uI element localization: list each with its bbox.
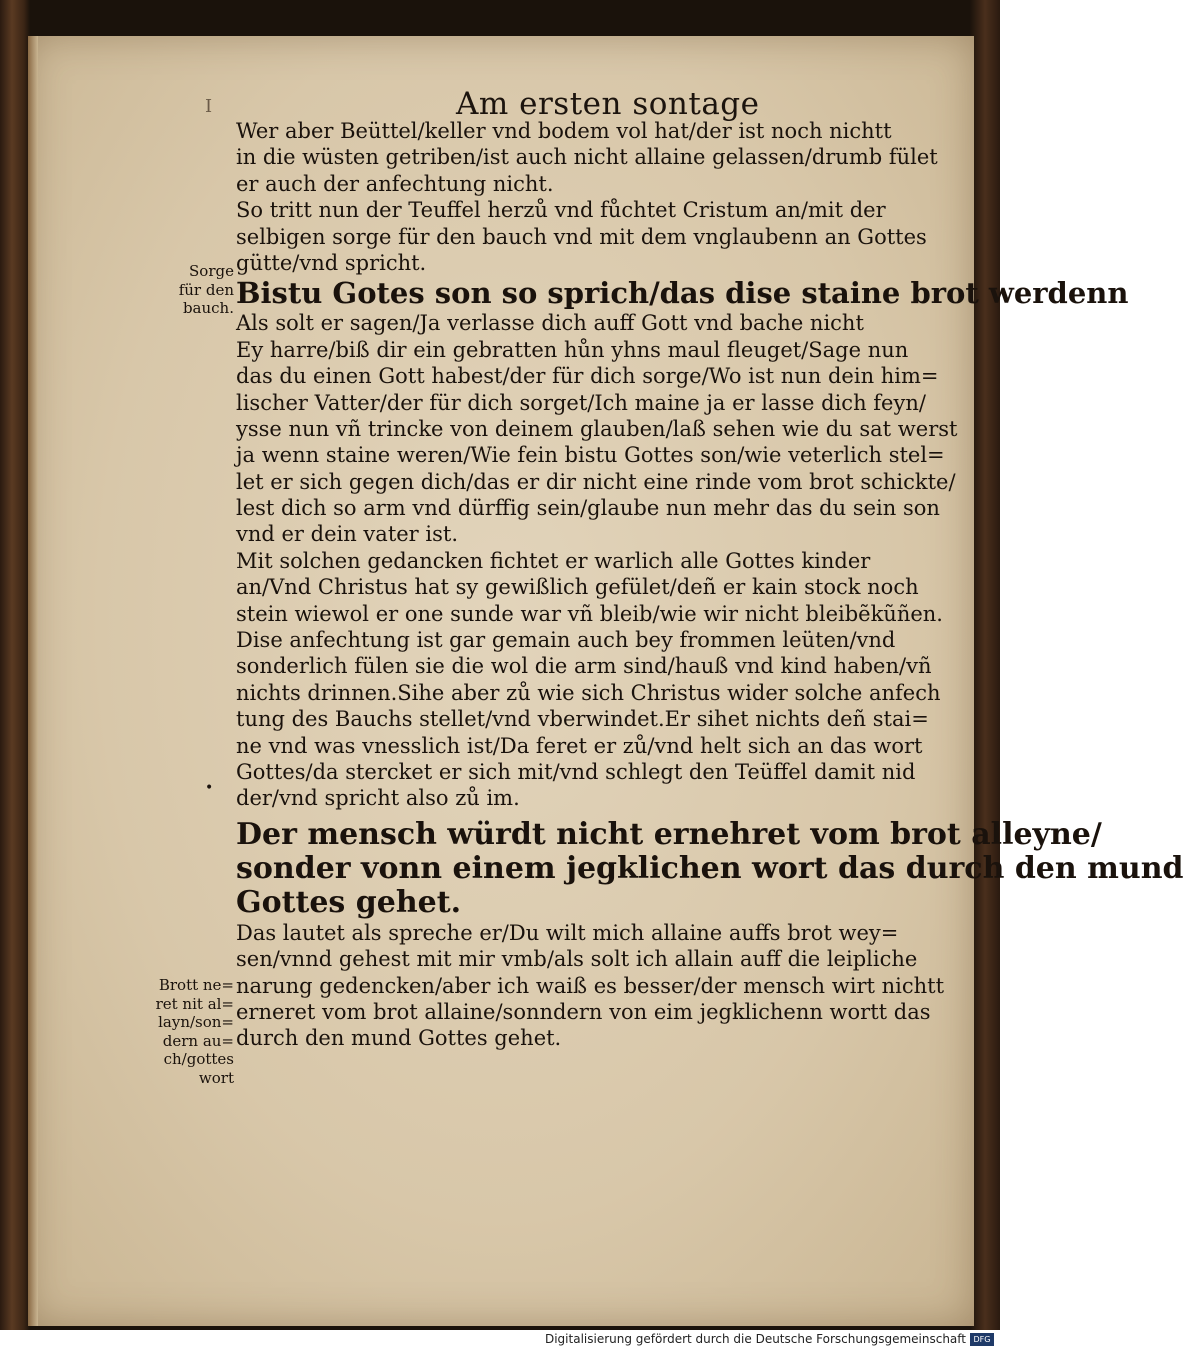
margin-note-line: für den xyxy=(178,280,234,299)
text-line: in die wüsten getriben/ist auch nicht allaine gelassen/drumb fület xyxy=(236,145,938,170)
scripture-heading: sonder vonn einem jegklichen wort das durch den mund xyxy=(236,850,1184,886)
text-line: Das lautet als spreche er/Du wilt mich allaine auffs brot wey= xyxy=(236,920,899,945)
text-line: das du einen Gott habest/der für dich sorge/Wo ist nun dein him= xyxy=(236,364,939,389)
body-text xyxy=(236,118,1184,1052)
margin-note-brot xyxy=(146,976,234,1087)
text-line: narung gedencken/aber ich waiß es besser/der mensch wirt nichtt xyxy=(236,973,945,998)
text-line: gütte/vnd spricht. xyxy=(236,250,427,275)
text-line: ja wenn staine weren/Wie fein bistu Gottes son/wie veterlich stel= xyxy=(236,443,945,468)
scripture-heading: Der mensch würdt nicht ernehret vom brot alleyne/ xyxy=(236,816,1102,852)
dfg-logo: DFG xyxy=(970,1333,994,1346)
text-line: durch den mund Gottes gehet. xyxy=(236,1026,562,1051)
text-line: an/Vnd Christus hat sy gewißlich gefület/deñ er kain stock noch xyxy=(236,575,919,600)
text-line: Dise anfechtung ist gar gemain auch bey frommen leüten/vnd xyxy=(236,628,896,653)
text-line: let er sich gegen dich/das er dir nicht eine rinde vom brot schickte/ xyxy=(236,469,956,494)
text-line: Als solt er sagen/Ja verlasse dich auff Gott vnd bache nicht xyxy=(236,311,864,336)
folio-number: I xyxy=(205,96,213,117)
scripture-heading: Gottes gehet. xyxy=(236,884,462,920)
margin-note-line: dern au= xyxy=(162,1031,234,1050)
text-line: sen/vnnd gehest mit mir vmb/als solt ich allain auff die leipliche xyxy=(236,947,918,972)
text-line: sonderlich fülen sie die wol die arm sind/hauß vnd kind haben/vñ xyxy=(236,654,932,679)
text-line: tung des Bauchs stellet/vnd vberwindet.Er sihet nichts deñ stai= xyxy=(236,707,929,732)
margin-note-line: bauch. xyxy=(182,299,234,317)
text-line: ysse nun vñ trincke von deinem glauben/laß sehen wie du sat werst xyxy=(236,416,958,441)
margin-note-line: Sorge xyxy=(189,262,234,280)
margin-mark: • xyxy=(205,780,214,796)
margin-note-line: Brott ne= xyxy=(158,976,234,994)
text-line: er auch der anfechtung nicht. xyxy=(236,171,554,196)
text-line: lest dich so arm vnd dürffig sein/glaube nun mehr das du sein son xyxy=(236,496,940,521)
text-line: der/vnd spricht also zů im. xyxy=(236,786,520,811)
text-line: vnd er dein vater ist. xyxy=(236,522,459,547)
page-binding-edge xyxy=(28,36,38,1326)
text-line: nichts drinnen.Sihe aber zů wie sich Christus wider solche anfech xyxy=(236,680,941,705)
running-head: Am ersten sontage xyxy=(456,86,760,122)
margin-note-line: ret nit al= xyxy=(155,994,234,1013)
text-line: Wer aber Beüttel/keller vnd bodem vol hat/der ist noch nichtt xyxy=(236,119,892,143)
text-line: Mit solchen gedancken fichtet er warlich alle Gottes kinder xyxy=(236,548,871,573)
margin-note-line: wort xyxy=(198,1068,234,1087)
funding-credit: Digitalisierung gefördert durch die Deutsche Forschungsgemeinschaft xyxy=(544,1332,966,1346)
scripture-heading: Bistu Gotes son so sprich/das dise staine brot werdenn xyxy=(236,276,1129,311)
text-line: Gottes/da stercket er sich mit/vnd schlegt den Teüffel damit nid xyxy=(236,759,916,784)
text-line: lischer Vatter/der für dich sorget/Ich maine ja er lasse dich feyn/ xyxy=(236,390,926,415)
text-line: Ey harre/biß dir ein gebratten hůn yhns maul fleuget/Sage nun xyxy=(236,337,909,362)
margin-note-line: layn/son= xyxy=(158,1013,234,1031)
text-line: stein wiewol er one sunde war vñ bleib/wie wir nicht bleibẽkũñen. xyxy=(236,601,943,626)
footer-bar xyxy=(0,1330,1000,1349)
text-line: erneret vom brot allaine/sonndern von eim jegklichenn wortt das xyxy=(236,999,931,1024)
text-line: ne vnd was vnesslich ist/Da feret er zů/vnd helt sich an das wort xyxy=(236,733,923,758)
text-line: selbigen sorge für den bauch vnd mit dem vnglaubenn an Gottes xyxy=(236,224,927,249)
margin-note-sorge xyxy=(146,262,234,318)
margin-note-line: ch/gottes xyxy=(163,1050,234,1068)
text-line: So tritt nun der Teuffel herzů vnd fůchtet Cristum an/mit der xyxy=(236,198,886,223)
